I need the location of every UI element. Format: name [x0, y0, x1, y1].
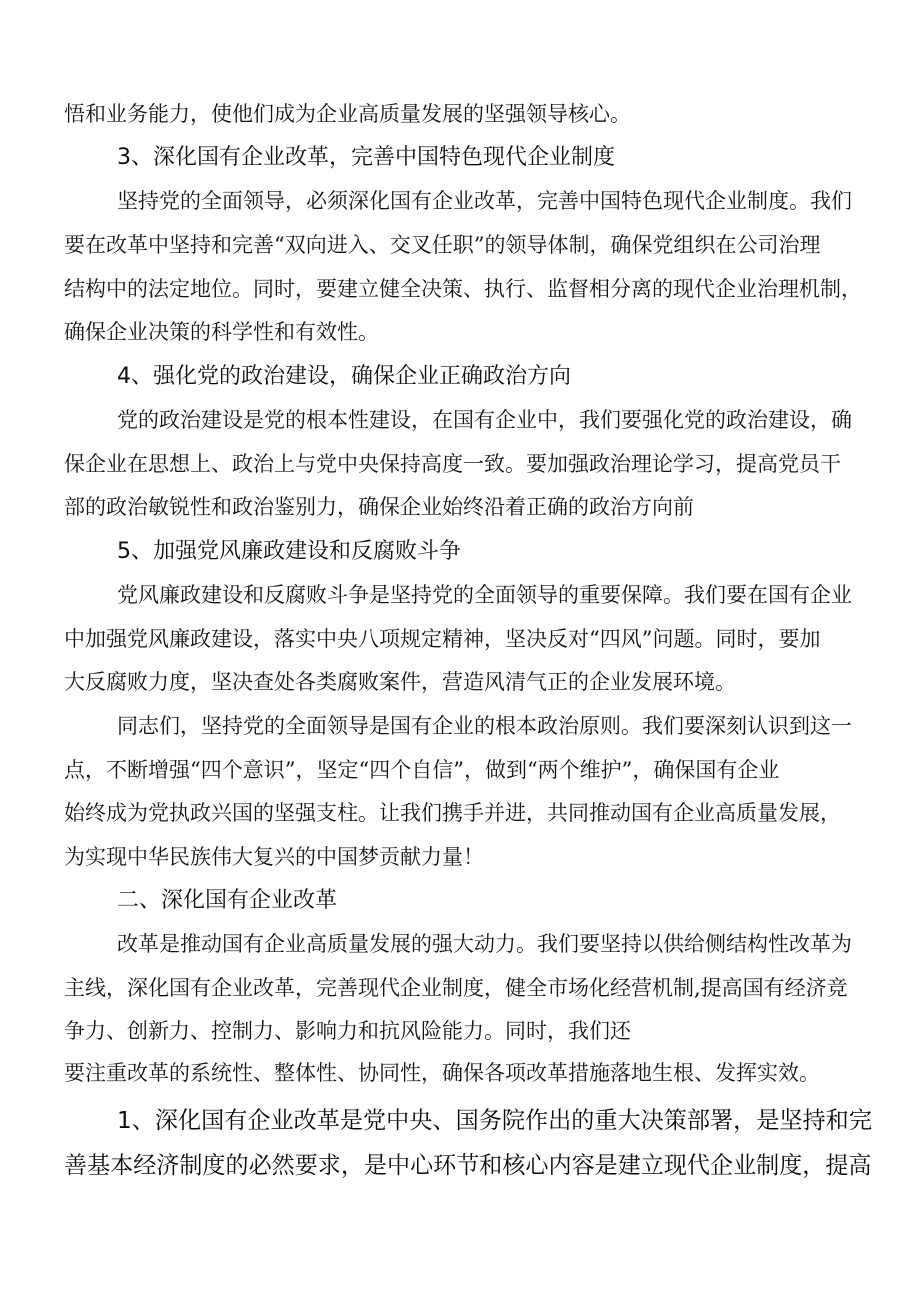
body-line: 点，不断增强“四个意识”，坚定“四个自信”，做到“两个维护”，确保国有企业: [64, 758, 780, 782]
body-line: 改革是推动国有企业高质量发展的强大动力。我们要坚持以供给侧结构性改革为: [117, 932, 852, 956]
body-line: 主线，深化国有企业改革，完善现代企业制度，健全市场化经营机制,提高国有经济竞: [64, 976, 848, 1000]
body-line: 党风廉政建设和反腐败斗争是坚持党的全面领导的重要保障。我们要在国有企业: [117, 583, 852, 607]
section-heading-4: 4、强化党的政治建设，确保企业正确政治方向: [117, 364, 571, 389]
section-heading-3: 3、深化国有企业改革，完善中国特色现代企业制度: [117, 145, 615, 170]
body-line: 争力、创新力、控制力、影响力和抗风险能力。同时，我们还: [64, 1019, 631, 1043]
large-body-line: 1、深化国有企业改革是党中央、国务院作出的重大决策部署，是坚持和完: [117, 1106, 872, 1134]
body-line: 大反腐败力度，坚决查处各类腐败案件，营造风清气正的企业发展环境。: [64, 670, 736, 694]
body-line: 结构中的法定地位。同时，要建立健全决策、执行、监督相分离的现代企业治理机制，: [64, 277, 862, 301]
body-line: 保企业在思想上、政治上与党中央保持高度一致。要加强政治理论学习，提高党员干: [64, 452, 841, 476]
body-line: 要注重改革的系统性、整体性、协同性，确保各项改革措施落地生根、发挥实效。: [64, 1061, 820, 1085]
body-line: 悟和业务能力，使他们成为企业高质量发展的坚强领导核心。: [64, 102, 631, 126]
body-line: 同志们，坚持党的全面领导是国有企业的根本政治原则。我们要深刻认识到这一: [117, 714, 852, 738]
body-line: 为实现中华民族伟大复兴的中国梦贡献力量！: [64, 845, 484, 869]
body-line: 始终成为党执政兴国的坚强支柱。让我们携手并进，共同推动国有企业高质量发展，: [64, 801, 841, 825]
body-line: 要在改革中坚持和完善“双向进入、交叉任职”的领导体制，确保党组织在公司治理: [64, 233, 821, 257]
section-heading-2: 二、深化国有企业改革: [117, 888, 338, 913]
body-line: 党的政治建设是党的根本性建设，在国有企业中，我们要强化党的政治建设，确: [117, 408, 852, 432]
body-line: 部的政治敏锐性和政治鉴别力，确保企业始终沿着正确的政治方向前: [64, 495, 694, 519]
body-line: 坚持党的全面领导，必须深化国有企业改革，完善中国特色现代企业制度。我们: [117, 189, 852, 213]
body-line: 确保企业决策的科学性和有效性。: [64, 320, 379, 344]
body-line: 中加强党风廉政建设，落实中央八项规定精神，坚决反对“四风”问题。同时，要加: [64, 627, 821, 651]
large-body-line: 善基本经济制度的必然要求，是中心环节和核心内容是建立现代企业制度，提高: [64, 1151, 872, 1179]
section-heading-5: 5、加强党风廉政建设和反腐败斗争: [117, 539, 461, 564]
